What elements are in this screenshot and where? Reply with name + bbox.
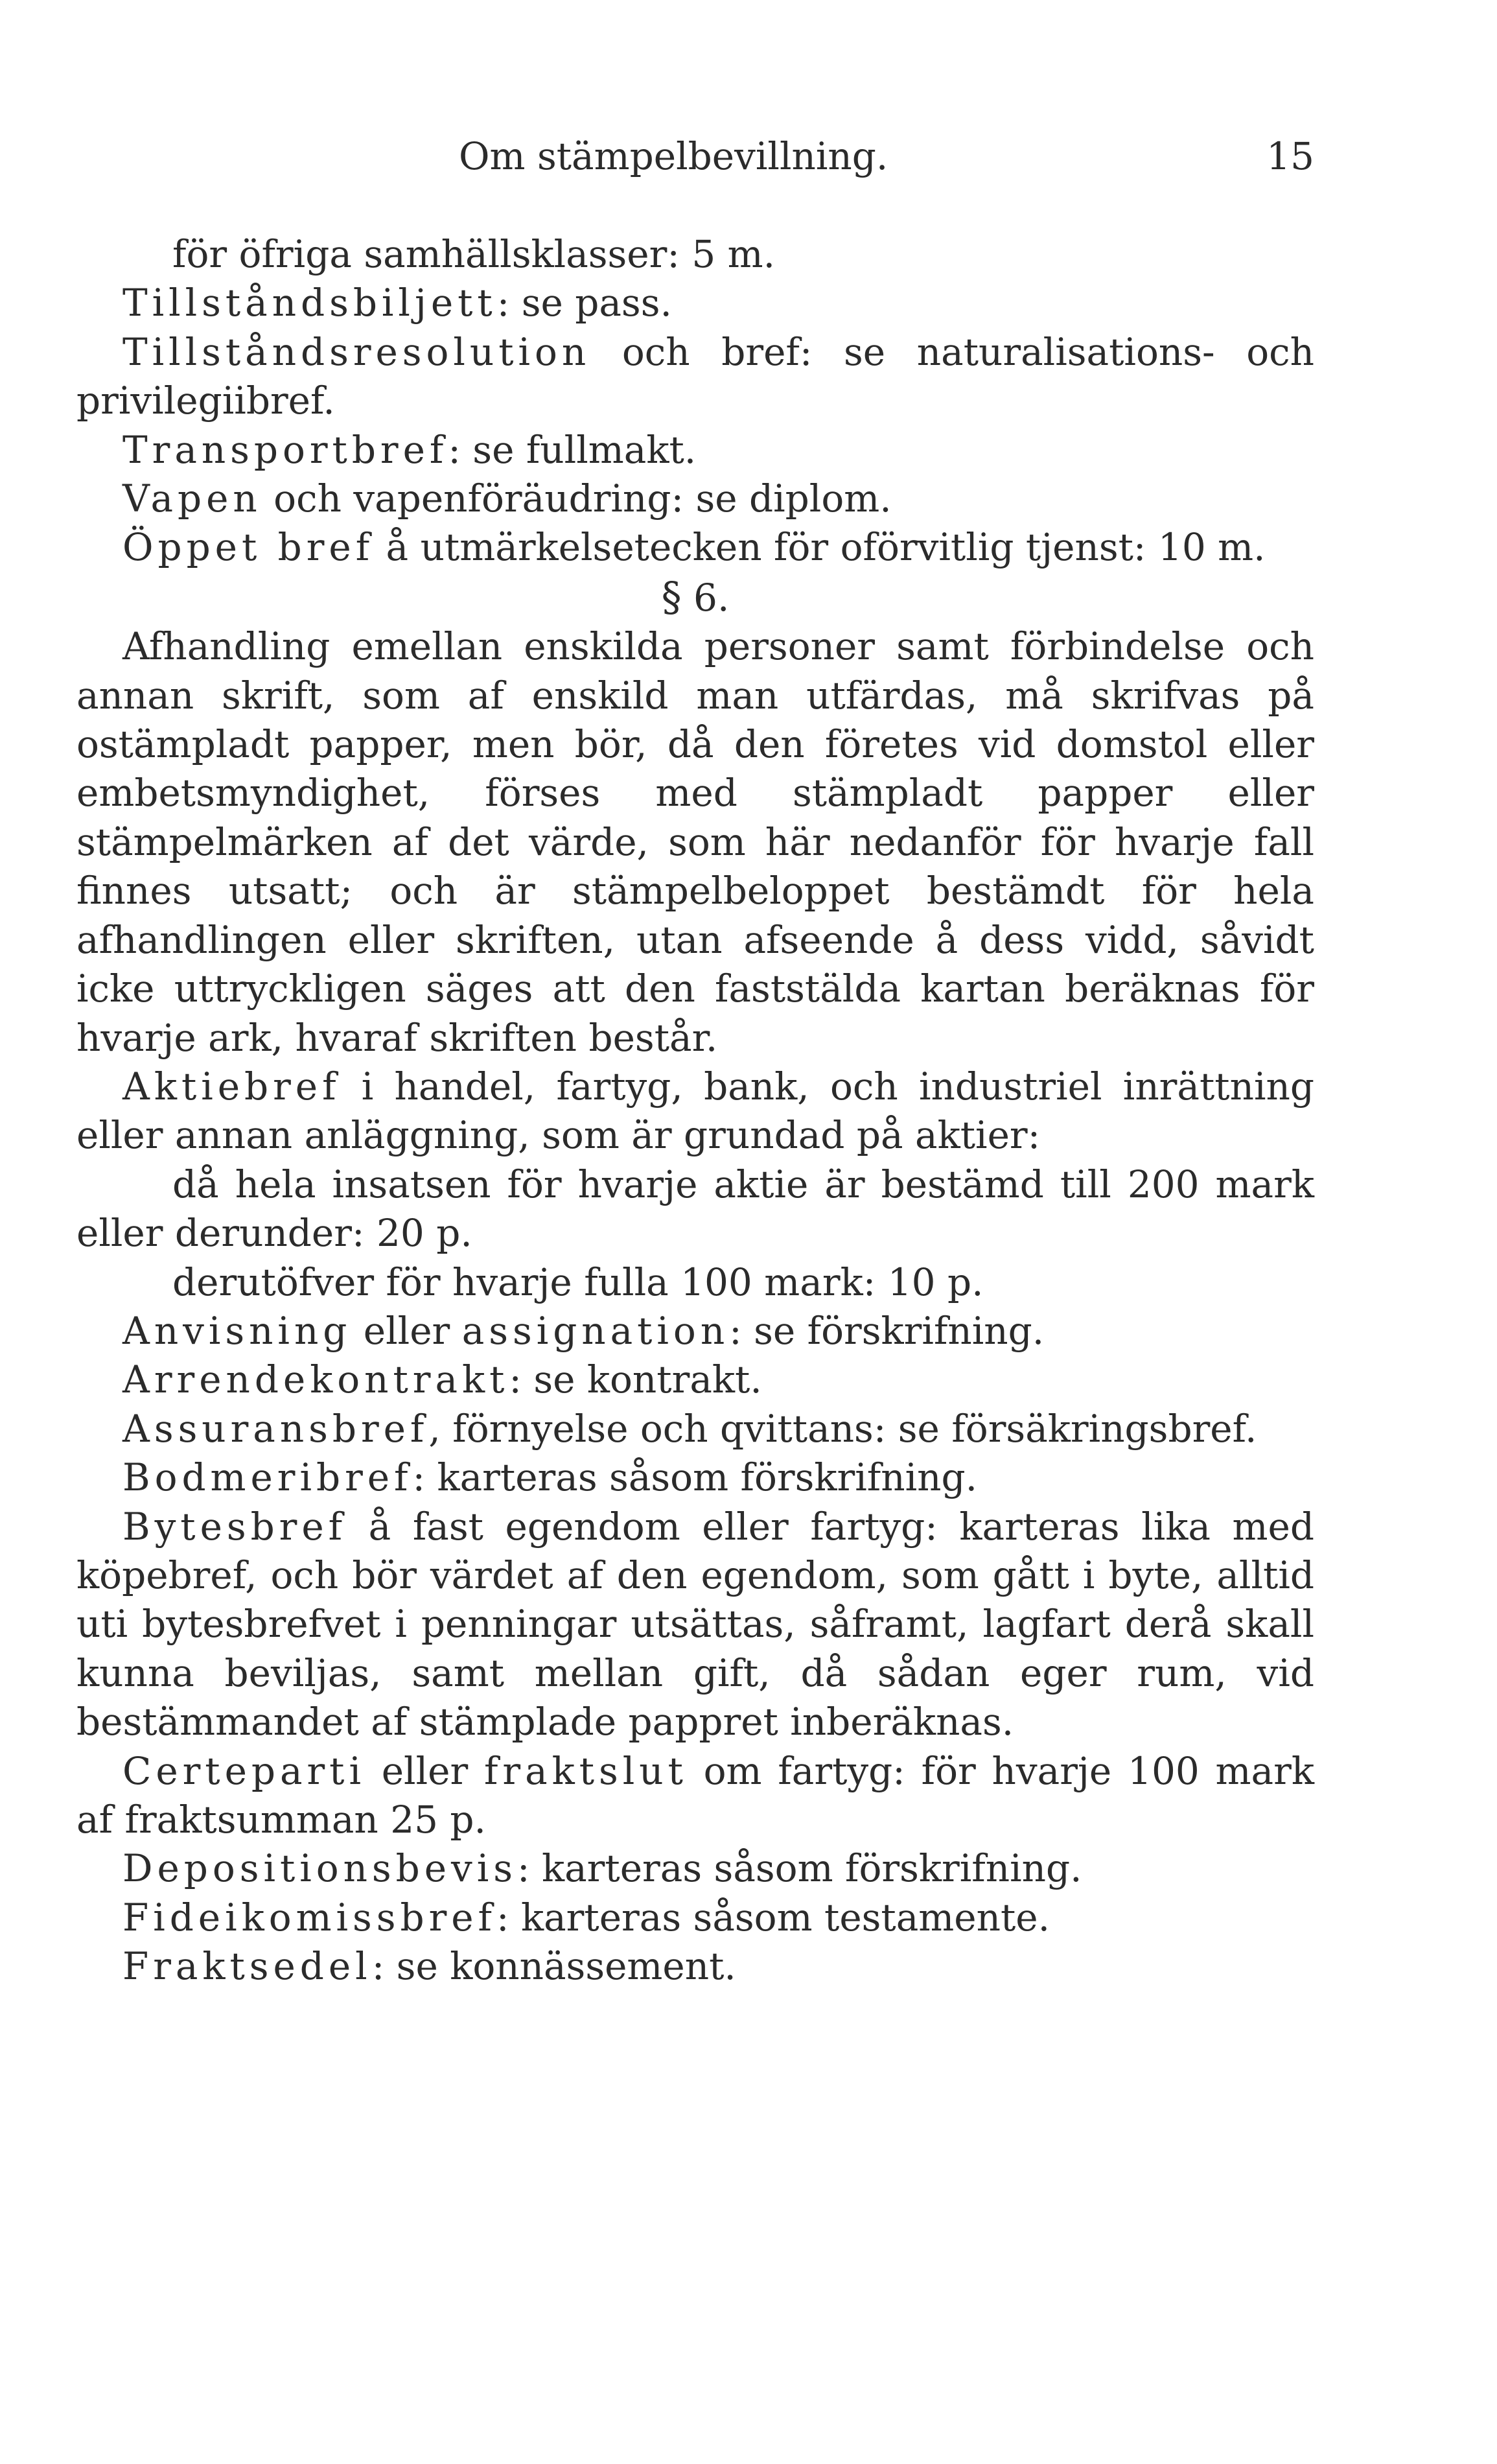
entry-head: Bodmeribref (122, 1455, 413, 1500)
entry-text: å fast egendom eller fartyg: karteras lika med köpebref, och bör värdet af den egendom, som gått i byte, alltid uti bytesbrefvet i penningar utsättas, såframt, lagfart derå skall kunna beviljas, samt mellan gift, då sådan eger rum, vid bestämmandet af stämplade pappret inberäknas. (76, 1504, 1314, 1744)
entry-text: eller (351, 1308, 462, 1353)
entry-head: Öppet bref (122, 525, 375, 570)
entry-tillstandsbiljett (76, 279, 1314, 327)
entry-text: : se kontrakt. (509, 1357, 762, 1402)
entry-text: : se fullmakt. (448, 427, 697, 472)
entry-text-fraktslut: om fartyg: för hvarje 100 mark af fraktsumman 25 p. (76, 1748, 1314, 1842)
entry-certeparti (76, 1747, 1314, 1845)
entry-tillstandsresolution (76, 328, 1314, 426)
entry-aktie-100 (76, 1258, 1314, 1307)
entry-aktiebref (76, 1062, 1314, 1160)
entry-text: för öfriga samhällsklasser: 5 m. (172, 232, 776, 276)
entry-anvisning (76, 1307, 1314, 1355)
section-heading (76, 572, 1314, 622)
entry-head: Fraktsedel (122, 1944, 372, 1989)
section-symbol: § (661, 572, 682, 620)
entry-text: i handel, fartyg, bank, och industriel inrättning eller annan anläggning, som är grundad på aktier: (76, 1064, 1314, 1158)
entry-afhandling (76, 622, 1314, 1062)
entry-text: då hela insatsen för hvarje aktie är bestämd till 200 mark eller derunder: 20 p. (76, 1162, 1314, 1256)
entry-head: Assuransbref (122, 1406, 429, 1451)
entry-text: : karteras såsom testamente. (496, 1895, 1050, 1940)
entry-head-assignation: assignation (461, 1308, 730, 1353)
entry-text: : se konnässement. (371, 1944, 736, 1989)
entry-text: : karteras såsom förskrifning. (412, 1455, 978, 1500)
entry-text: eller (365, 1748, 484, 1793)
entry-head: Transportbref (122, 427, 448, 472)
entry-bodmeribref (76, 1453, 1314, 1502)
entry-head: Anvisning (122, 1308, 352, 1353)
running-title: Om stämpelbevillning. (459, 134, 888, 178)
section-number: 6. (693, 575, 730, 620)
entry-head: Tillståndsbiljett (122, 281, 497, 325)
entry-text: : karteras såsom förskrifning. (516, 1846, 1082, 1891)
page-number: 15 (1266, 134, 1314, 178)
entry-text: och vapenföräudring: se diplom. (261, 476, 892, 521)
entry-text: Afhandling emellan enskilda personer samt förbindelse och annan skrift, som af enskild man utfärdas, må skrifvas på ostämpladt papper, men bör, då den företes vid domstol eller embetsmyndighet, förses med stämpladt papper eller stämpelmärken af det värde, som här nedanför för hvarje fall finnes utsatt; och är stämpelbeloppet bestämdt för hela afhandlingen eller skriften, utan afseende å dess vidd, såvidt icke uttryckligen säges att den faststälda kartan beräknas för hvarje ark, hvaraf skriften består. (76, 624, 1314, 1060)
entry-text: och bref: se naturalisations- och privilegiibref. (76, 329, 1314, 423)
entry-head: Depositionsbevis (122, 1846, 517, 1891)
entry-arrendekontrakt (76, 1355, 1314, 1404)
entry-vapen (76, 475, 1314, 523)
entry-fideikomissbref (76, 1894, 1314, 1942)
running-header (76, 127, 1314, 185)
entry-head: Bytesbref (122, 1504, 347, 1549)
entry-oppet-bref (76, 523, 1314, 572)
entry-fraktsedel (76, 1942, 1314, 1991)
entry-depositionsbevis (76, 1844, 1314, 1893)
entry-transportbref (76, 426, 1314, 475)
entry-ovriga (76, 230, 1314, 279)
entry-assuransbref (76, 1405, 1314, 1453)
entry-text: å utmärkelsetecken för oförvitlig tjenst: 10 m. (374, 525, 1266, 570)
entry-head: Certeparti (122, 1748, 366, 1793)
entry-head: Arrendekontrakt (122, 1357, 509, 1402)
entry-text: , förnyelse och qvittans: se försäkringsbref. (428, 1406, 1257, 1451)
entry-aktie-200 (76, 1160, 1314, 1258)
entry-head: Tillståndsresolution (122, 329, 591, 374)
entry-head: Fideikomissbref (122, 1895, 496, 1940)
entry-text: : se pass. (496, 281, 672, 325)
page-body (76, 230, 1314, 1991)
entry-head-fraktslut: fraktslut (484, 1748, 688, 1793)
entry-bytesbref (76, 1503, 1314, 1747)
entry-head: Vapen (122, 476, 262, 521)
entry-text-assignation: : se förskrifning. (729, 1308, 1045, 1353)
entry-head: Aktiebref (122, 1064, 341, 1109)
entry-text: derutöfver för hvarje fulla 100 mark: 10 p. (172, 1260, 984, 1304)
